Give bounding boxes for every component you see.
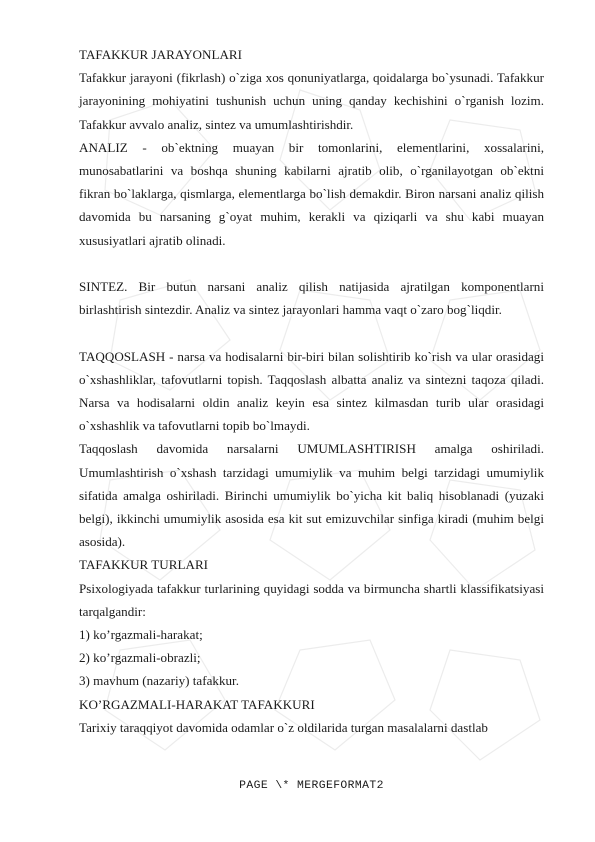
body-paragraph: ANALIZ - ob`ektning muayan bir tomonlarini, elementlarini, xossalarini, munosabatlarini va boshqa shuning kabilarni ajratib olib, o`rganilayotgan ob`ektni fikran bo`laklarga, qismlarga, elementlarga bo`lish demakdir. Biron narsani analiz qilish davomida bu narsaning g`oyat muhim, kerakli va qiziqarli va shu kabi muayan xususiyatlari ajratib olinadi. [79, 139, 544, 248]
body-paragraph: SINTEZ. Bir butun narsani analiz qilish natijasida ajratilgan komponentlarni birlashtirish sintezdir. Analiz va sintez jarayonlari hamma vaqt o`zaro bog`liqdir. [79, 279, 544, 318]
body-paragraph: TAQQOSLASH - narsa va hodisalarni bir-biri bilan solishtirib ko`rish va ular orasidagi o`xshashliklar, tafovutlarni topish. Taqqoslash albatta analiz va sintezni taqoza qiladi. Narsa va hodisalarni oldin analiz keyin esa sintez kilmasdan turib ular orasidagi o`xshashlik va tafovutlarni topib bo`lmaydi. [79, 348, 544, 434]
body-paragraph: Tafakkur jarayoni (fikrlash) o`ziga xos qonuniyatlarga, qoidalarga bo`ysunadi. Tafakkur jarayonining mohiyatini tushunish uchun uning qanday kechishini o`rganish lozim. Tafakkur avvalo analiz, sintez va umumlashtirishdir. [79, 70, 544, 132]
heading-or-list-item: 3) mavhum (nazariy) tafakkur. [79, 673, 239, 689]
heading-or-list-item: TAFAKKUR TURLARI [79, 557, 209, 573]
document-body [79, 43, 544, 739]
heading-or-list-item: KO’RGAZMALI-HARAKAT TAFAKKURI [79, 696, 315, 712]
heading-or-list-item: TAFAKKUR JARAYONLARI [79, 47, 242, 62]
heading-or-list-item: 2) ko’rgazmali-obrazli; [79, 650, 201, 666]
body-paragraph: Psixologiyada tafakkur turlarining quyidagi sodda va birmuncha shartli klassifikatsiyasi tarqalgandir: [79, 580, 544, 619]
body-paragraph: Taqqoslash davomida narsalarni UMUMLASHTIRISH amalga oshiriladi. Umumlashtirish o`xshash tarzidagi umumiylik va muhim belgi tarzidagi umumiylik sifatida amalga oshiriladi. Birinchi umumiylik bo`yicha kit baliq hisoblanadi (yuzaki belgi), ikkinchi umumiylik asosida esa kit sut emizuvchilar sinfiga kiradi (muhim belgi asosida). [79, 441, 544, 550]
footer-field-code: PAGE \* MERGEFORMAT2 [239, 780, 384, 792]
blank-line [79, 252, 544, 275]
page-footer [0, 780, 595, 792]
body-paragraph: Tarixiy taraqqiyot davomida odamlar o`z oldilarida turgan masalalarni dastlab [79, 719, 488, 735]
blank-line [79, 321, 544, 344]
heading-or-list-item: 1) ko’rgazmali-harakat; [79, 627, 203, 643]
